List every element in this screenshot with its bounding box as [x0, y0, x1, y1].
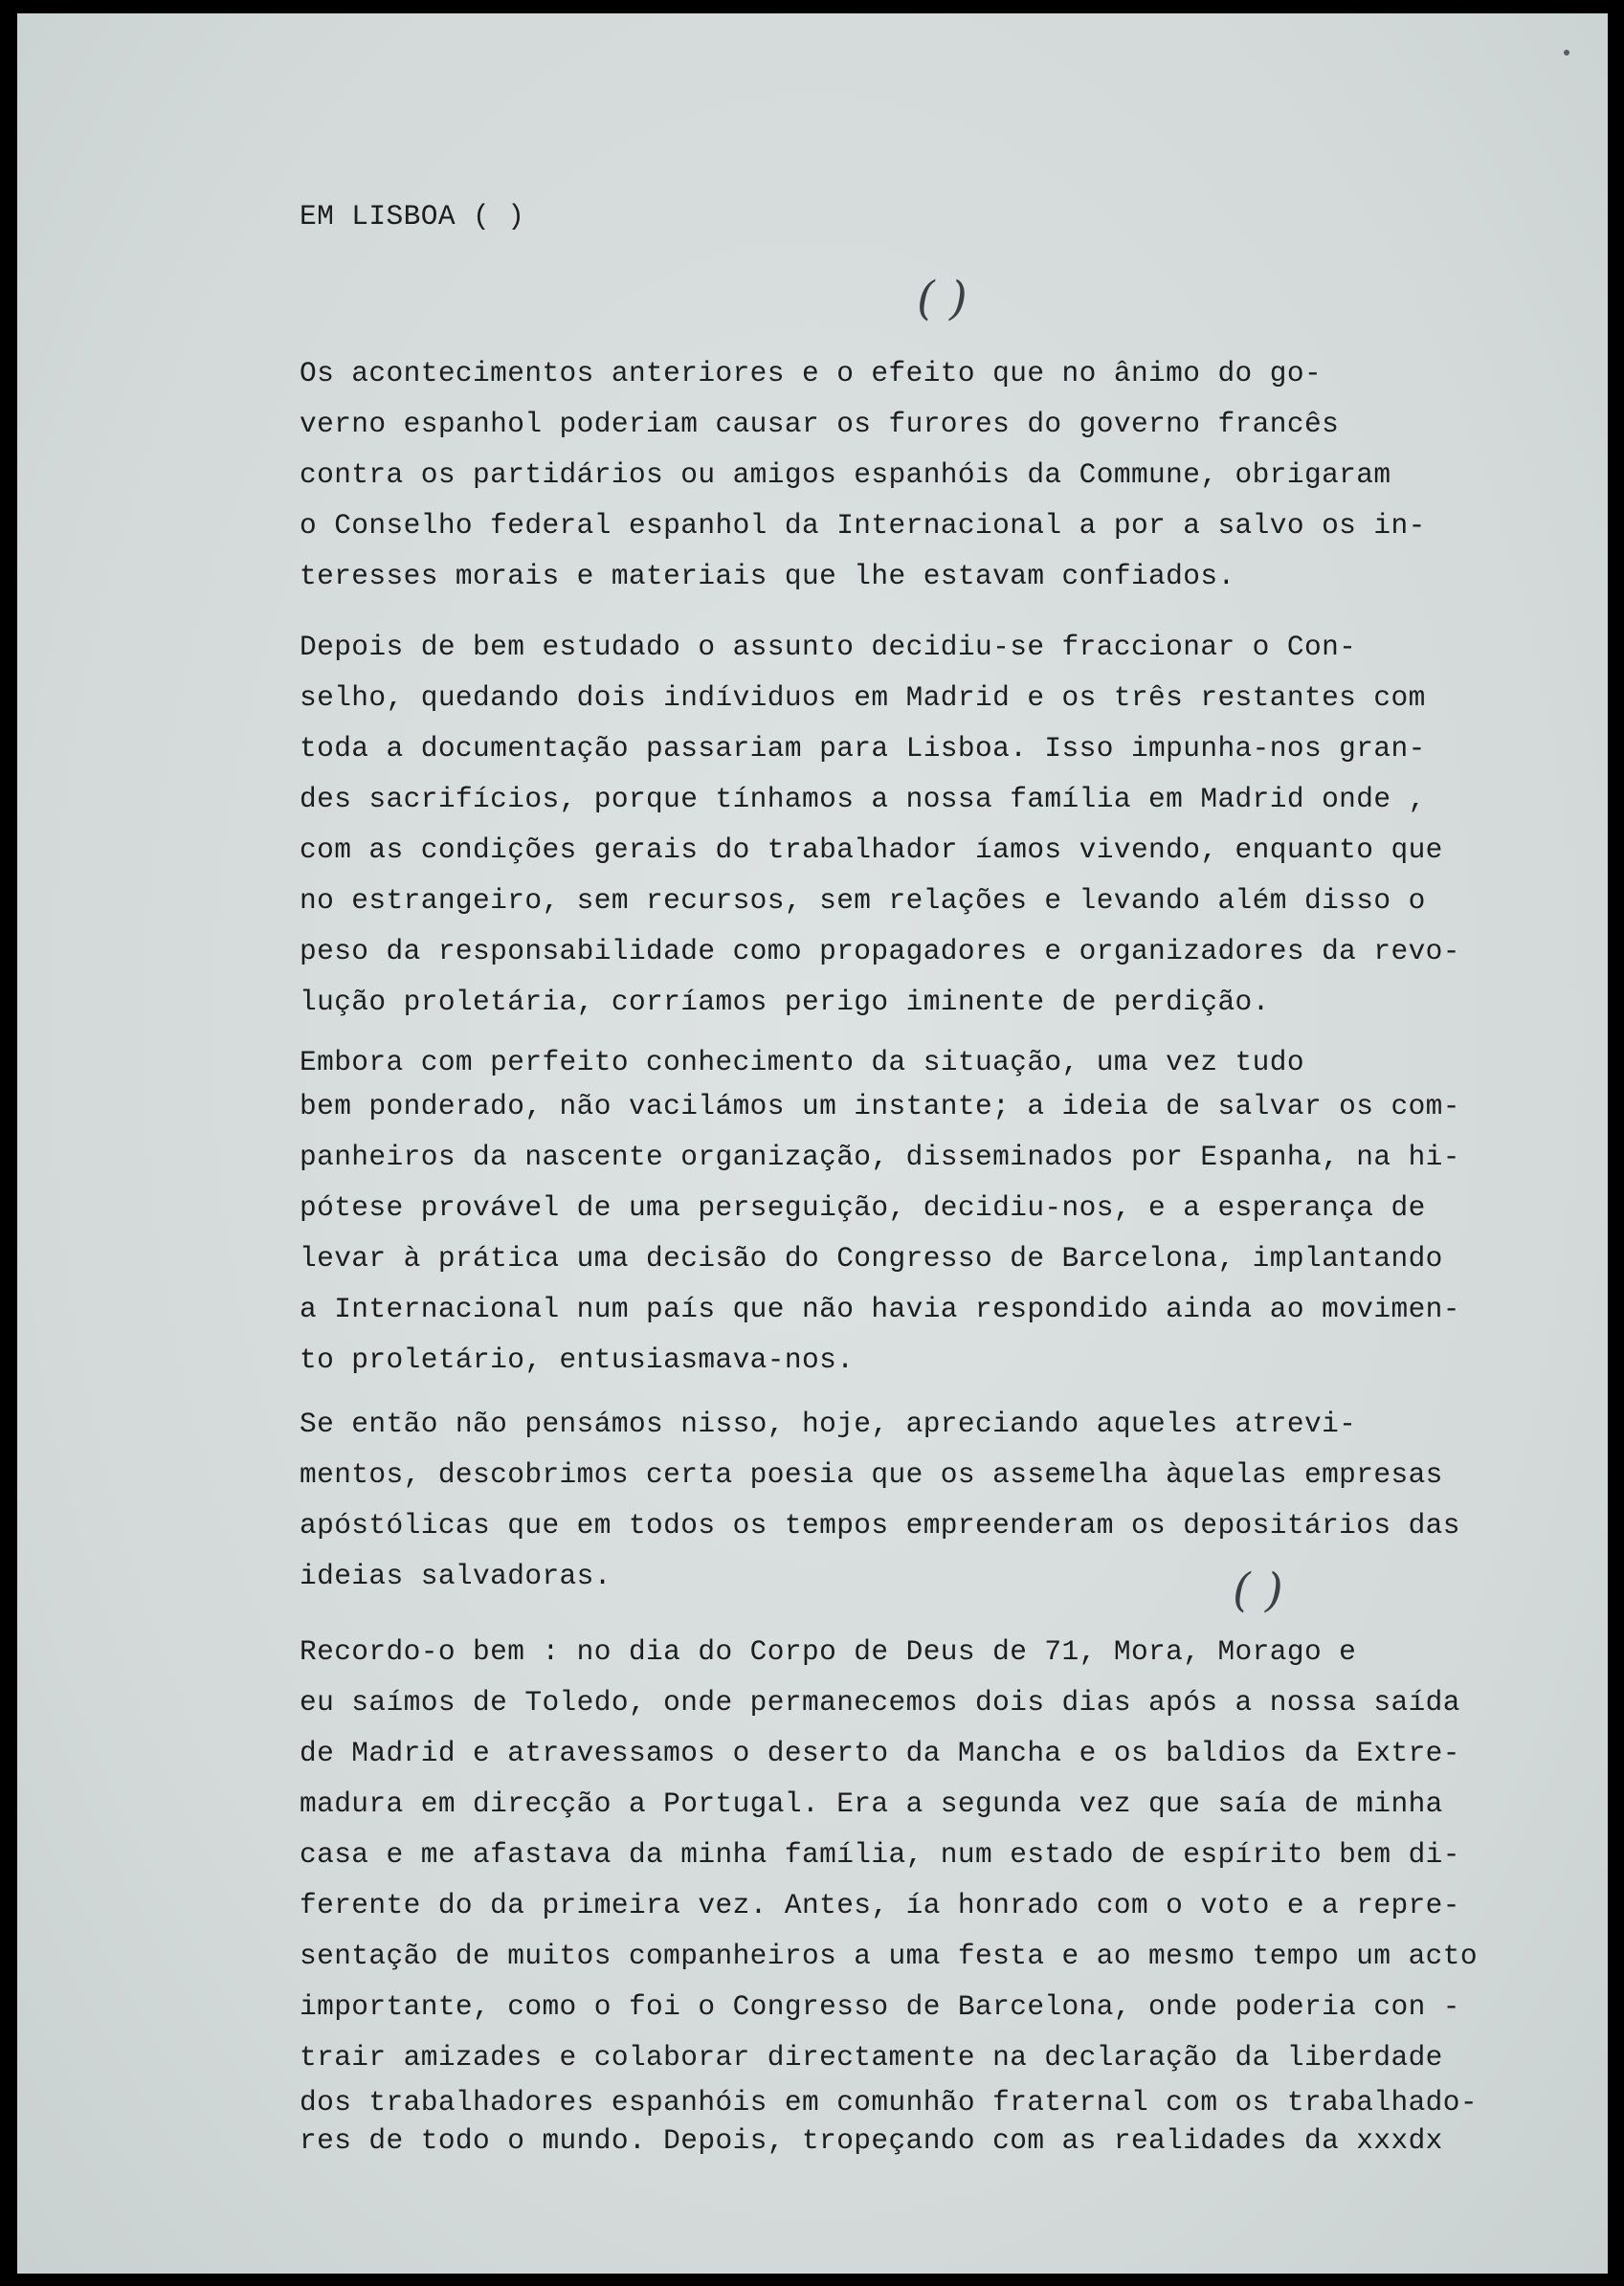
paragraph-1 — [300, 348, 1601, 602]
text-line: a Internacional num país que não havia respondido ainda ao movimen- — [300, 1293, 1460, 1325]
text-line: bem ponderado, não vacilámos um instante; a ideia de salvar os com- — [300, 1090, 1460, 1122]
text-line: Recordo-o bem : no dia do Corpo de Deus de 71, Mora, Morago e — [300, 1635, 1357, 1668]
text-line: de Madrid e atravessamos o deserto da Mancha e os baldios da Extre- — [300, 1737, 1460, 1769]
text-line: no estrangeiro, sem recursos, sem relações e levando além disso o — [300, 884, 1426, 917]
text-line: peso da responsabilidade como propagadores e organizadores da revo- — [300, 935, 1460, 967]
text-line: trair amizades e colaborar directamente na declaração da liberdade — [300, 2041, 1443, 2074]
handwritten-bracket-mark: ( ) — [917, 272, 968, 325]
text-line: sentação de muitos companheiros a uma festa e ao mesmo tempo um acto — [300, 1940, 1478, 1972]
text-line: Se então não pensámos nisso, hoje, apreciando aqueles atrevi- — [300, 1408, 1357, 1440]
text-line: Os acontecimentos anteriores e o efeito que no ânimo do go- — [300, 357, 1323, 389]
page-title: EM LISBOA ( ) — [300, 200, 525, 233]
handwritten-bracket-mark: ( ) — [1233, 1564, 1283, 1617]
paragraph-5 — [300, 1627, 1601, 2160]
text-line: madura em direcção a Portugal. Era a segunda vez que saía de minha — [300, 1787, 1443, 1820]
text-line: ferente do da primeira vez. Antes, ía honrado com o voto e a repre- — [300, 1889, 1460, 1921]
text-line: des sacrifícios, porque tínhamos a nossa família em Madrid onde , — [300, 783, 1426, 815]
text-line: to proletário, entusiasmava-nos. — [300, 1343, 855, 1376]
text-line: mentos, descobrimos certa poesia que os assemelha àquelas empresas — [300, 1458, 1443, 1491]
text-line: eu saímos de Toledo, onde permanecemos dois dias após a nossa saída — [300, 1686, 1460, 1719]
text-line: lução proletária, corríamos perigo iminente de perdição. — [300, 986, 1270, 1018]
text-line: com as condições gerais do trabalhador íamos vivendo, enquanto que — [300, 833, 1443, 866]
text-line: o Conselho federal espanhol da Internacional a por a salvo os in- — [300, 509, 1426, 542]
text-line: selho, quedando dois indíviduos em Madrid e os três restantes com — [300, 681, 1426, 714]
text-line: Embora com perfeito conhecimento da situação, uma vez tudo — [300, 1046, 1304, 1078]
scan-speck — [1564, 50, 1569, 55]
text-line: panheiros da nascente organização, disseminados por Espanha, na hi- — [300, 1141, 1460, 1173]
text-line: levar à prática uma decisão do Congresso de Barcelona, implantando — [300, 1242, 1443, 1275]
text-line: pótese provável de uma perseguição, decidiu-nos, e a esperança de — [300, 1191, 1426, 1224]
paragraph-3 — [300, 1043, 1601, 1386]
text-line: importante, como o foi o Congresso de Barcelona, onde poderia con - — [300, 1990, 1460, 2023]
text-line: apóstólicas que em todos os tempos empreenderam os depositários das — [300, 1509, 1460, 1542]
paragraph-2 — [300, 622, 1601, 1028]
text-line: ideias salvadoras. — [300, 1560, 612, 1592]
text-line: contra os partidários ou amigos espanhóis da Commune, obrigaram — [300, 458, 1391, 491]
text-line: teresses morais e materiais que lhe estavam confiados. — [300, 560, 1235, 592]
text-line: Depois de bem estudado o assunto decidiu-se fraccionar o Con- — [300, 631, 1357, 663]
text-line: res de todo o mundo. Depois, tropeçando com as realidades da xxxdx — [300, 2124, 1443, 2157]
text-line: toda a documentação passariam para Lisboa. Isso impunha-nos gran- — [300, 732, 1426, 765]
text-line: verno espanhol poderiam causar os furores do governo francês — [300, 408, 1340, 440]
text-line: dos trabalhadores espanhóis em comunhão fraternal com os trabalhado- — [300, 2086, 1478, 2119]
paragraph-4 — [300, 1399, 1601, 1602]
document-page — [17, 13, 1608, 2274]
text-line: casa e me afastava da minha família, num estado de espírito bem di- — [300, 1838, 1460, 1871]
